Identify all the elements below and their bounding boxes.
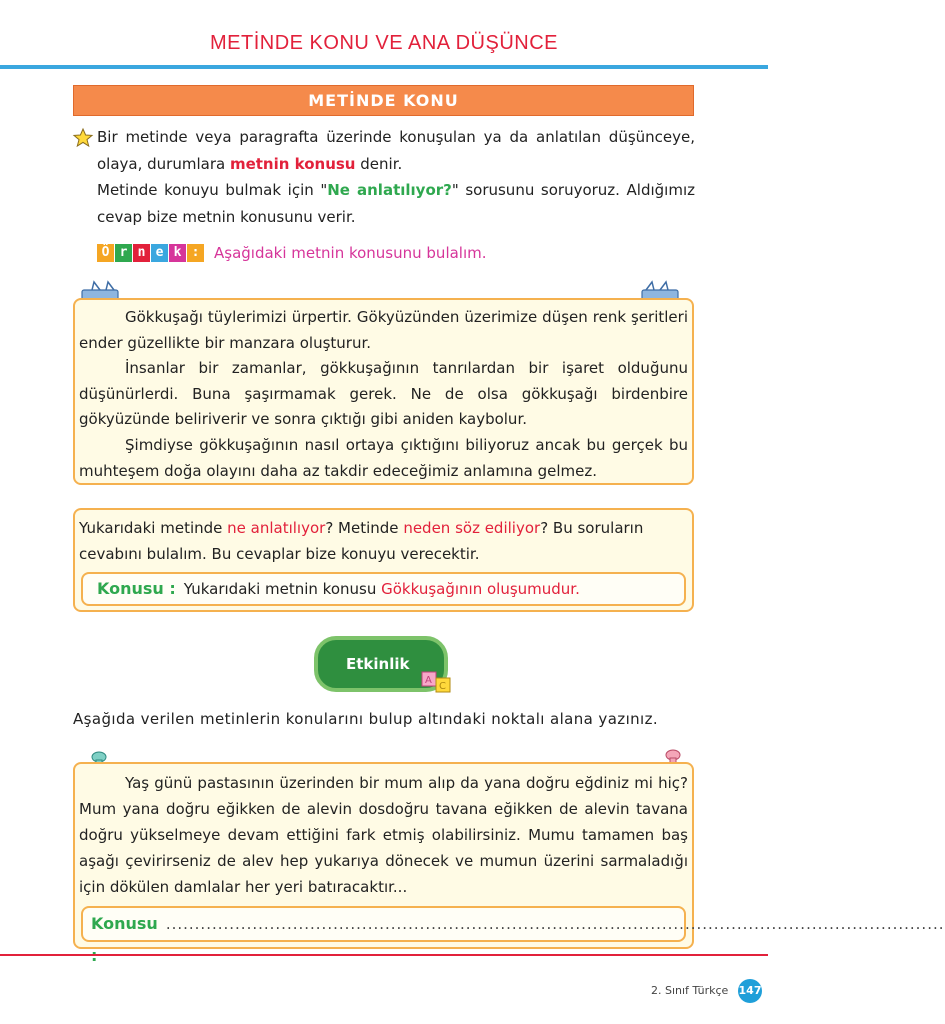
page-title: METİNDE KONU VE ANA DÜŞÜNCE bbox=[209, 32, 558, 54]
ornek-letter: n bbox=[133, 244, 150, 262]
term-metnin-konusu: metnin konusu bbox=[229, 154, 356, 173]
ornek-letter: Ö bbox=[97, 244, 114, 262]
exercise-text: Yaş günü pastasının üzerinden bir mum alıp da yana doğru eğdiniz mi hiç? Mum yana doğru eğikken de alevin dosdoğru tavana eğikken de alevin tavana doğru yükselmeye devam ettiğini fark etmiş olabilirsiniz. Mumu tamamen baş aşağı çevirirseniz de alev hep yukarıya dönecek ve mumun üzerini sarmaladığı için dökülen damlalar her yeri batıracaktır... bbox=[79, 774, 688, 896]
title-rule bbox=[0, 65, 768, 69]
page-number: 147 bbox=[738, 979, 762, 1003]
konu-answer-field[interactable] bbox=[81, 906, 945, 942]
answer-dotted-line[interactable]: ....................................................................................................................................... bbox=[165, 915, 945, 933]
question-text: Yukarıdaki metinde ne anlatılıyor? Metinde neden söz ediliyor? Bu soruların cevabını bulalım. Bu cevaplar bize konuyu verecektir. bbox=[79, 519, 644, 563]
section-banner: METİNDE KONU bbox=[73, 85, 694, 116]
konu-answer: Gökkuşağının oluşumudur. bbox=[381, 580, 580, 598]
story-box bbox=[73, 298, 694, 485]
konu-answer-box: Konusu : Yukarıdaki metnin konusu Gökkuşağının oluşumudur. bbox=[81, 572, 686, 606]
ornek-letter: r bbox=[115, 244, 132, 262]
story-paragraph: Gökkuşağı tüylerimizi ürpertir. Gökyüzünden üzerimize düşen renk şeritleri ender güzellikte bir manzara oluşturur. bbox=[79, 308, 688, 352]
ornek-row bbox=[97, 244, 487, 262]
exercise-box bbox=[73, 762, 945, 949]
intro-paragraph-1: Bir metinde veya paragrafta üzerinde konuşulan ya da anlatılan düşünceye, olaya, durumlara metnin konusu denir. bbox=[97, 128, 695, 173]
story-paragraph: İnsanlar bir zamanlar, gökkuşağının tanrılardan bir işaret olduğunu düşünürlerdi. Buna şaşırmamak gerek. Ne de olsa gökkuşağı birdenbire gökyüzünde beliriverir ve sonra çıktığı gibi aniden kaybolur. bbox=[79, 359, 688, 429]
bottom-rule bbox=[0, 954, 768, 956]
ornek-letter: k bbox=[169, 244, 186, 262]
intro-paragraph-2: Metinde konuyu bulmak için "Ne anlatılıyor?" sorusunu soruyoruz. Aldığımız cevap bize metnin konusunu verir. bbox=[97, 181, 695, 226]
svg-text:A: A bbox=[425, 675, 432, 686]
konu-label: Konusu bbox=[91, 914, 158, 933]
ornek-text: Aşağıdaki metnin konusunu bulalım. bbox=[214, 244, 487, 262]
term-ne-anlatiliyor: Ne anlatılıyor? bbox=[327, 181, 452, 199]
book-title: 2. Sınıf Türkçe bbox=[651, 984, 729, 997]
ornek-letter: : bbox=[187, 244, 204, 262]
ornek-letter: e bbox=[151, 244, 168, 262]
konu-label: Konusu : bbox=[97, 579, 176, 598]
etkinlik-badge: Etkinlik bbox=[314, 636, 448, 692]
svg-text:C: C bbox=[439, 681, 446, 692]
intro-text bbox=[97, 124, 695, 230]
star-icon bbox=[73, 128, 93, 147]
story-paragraph: Şimdiyse gökkuşağının nasıl ortaya çıktığını biliyoruz ancak bu gerçek bu muhteşem doğa olayını daha az takdir edeceğimiz anlamına gelmez. bbox=[79, 435, 688, 480]
instruction-text: Aşağıda verilen metinlerin konularını bulup altındaki noktalı alana yazınız. bbox=[73, 710, 659, 728]
ornek-badge bbox=[97, 244, 204, 262]
abc-blocks-icon bbox=[420, 668, 456, 698]
question-box bbox=[73, 508, 694, 612]
